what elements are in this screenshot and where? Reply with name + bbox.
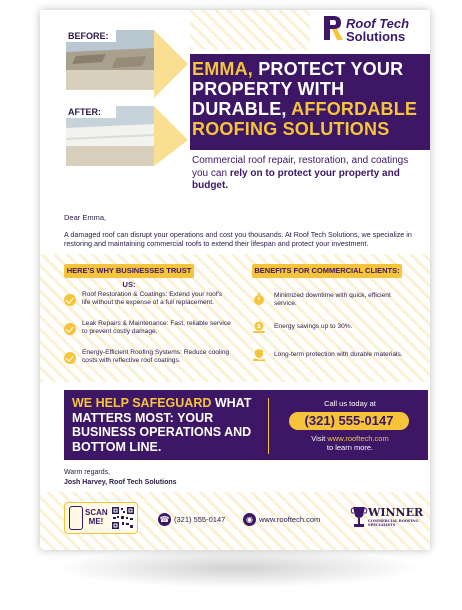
hero-intro — [192, 155, 424, 193]
dollar-coin-icon — [252, 320, 266, 334]
hero-line1: PROTECT YOUR — [253, 59, 404, 79]
hero-line3a: DURABLE, — [192, 99, 292, 119]
hand-shield-icon — [252, 348, 266, 362]
smartphone-icon — [69, 506, 83, 530]
before-label: BEFORE: — [66, 30, 116, 42]
scan-line2: ME! — [88, 517, 104, 526]
signoff — [64, 468, 177, 488]
intro-text: Commercial roof repair, restoration, and coatings you can — [192, 155, 409, 179]
cta-head-b: SAFEGUARD — [132, 396, 212, 410]
brand-logo — [322, 14, 426, 44]
phone-icon: ☎ — [159, 515, 170, 524]
check-icon — [64, 352, 76, 364]
hero-line4: ROOFING SOLUTIONS — [192, 119, 390, 139]
benefit-item: Minimized downtime with quick, efficient service. — [274, 292, 391, 308]
benefits-heading: BENEFITS FOR COMMERCIAL CLIENTS: — [252, 264, 402, 278]
check-icon — [64, 294, 76, 306]
trust-item: Roof Restoration & Coatings: Extend your roof's life without the expense of a full replacement. — [82, 291, 223, 307]
after-label: AFTER: — [66, 106, 116, 118]
visit-suffix: to learn more. — [326, 443, 374, 452]
visit-prefix: Visit — [311, 434, 328, 443]
footer-website-link[interactable]: www.rooftech.com — [259, 515, 321, 524]
call-label: Call us today at — [324, 399, 376, 408]
check-icon — [64, 323, 76, 335]
cta-head-a: WE HELP — [72, 396, 133, 410]
regards-text: Warm regards, — [64, 469, 111, 476]
trophy-icon — [350, 504, 368, 530]
svg-text:$: $ — [256, 323, 262, 331]
letter-greeting: Dear Emma, — [64, 213, 107, 222]
scan-me-text — [85, 508, 107, 526]
letter-body: A damaged roof can disrupt your operations and cost you thousands. At Roof Tech Solutions, we specialize in restoring and maintaining commercial roofs to extend their lifespan and protect your investment. — [64, 230, 412, 249]
benefit-item: Energy savings up to 30%. — [274, 323, 353, 330]
flyer-page — [40, 10, 430, 550]
photo-arrow-decoration — [154, 30, 190, 166]
cta-visit — [280, 434, 420, 452]
trust-heading: HERE'S WHY BUSINESSES TRUST US: — [64, 264, 194, 278]
award-subtitle: COMMERCIAL ROOFING SPECIALISTS — [368, 519, 419, 528]
hero-line3b: AFFORDABLE — [291, 99, 418, 119]
cta-divider — [268, 398, 269, 454]
scan-line1: SCAN — [85, 508, 108, 517]
qr-code-icon[interactable] — [111, 506, 135, 530]
brand-name-line2: Solutions — [346, 29, 406, 44]
stopwatch-icon — [252, 292, 266, 306]
cta-head-c: WHAT MATTERS MOST: YOUR BUSINESS OPERATIONS AND BOTTOM LINE. — [72, 396, 252, 454]
hero-name: EMMA, — [192, 59, 253, 79]
scan-me-badge[interactable] — [64, 502, 138, 534]
signer-name: Josh Harvey, Roof Tech Solutions — [64, 479, 177, 486]
globe-icon: ◉ — [243, 513, 256, 526]
brand-name-line1: Roof Tech — [346, 16, 410, 31]
hero-headline — [192, 59, 424, 139]
page-shadow — [52, 548, 422, 588]
footer-phone[interactable]: (321) 555-0147 — [174, 515, 226, 524]
intro-emphasis: rely on to protect your property and budget. — [192, 167, 400, 191]
benefit-item: Long-term protection with durable materials. — [274, 351, 403, 358]
trust-item: Leak Repairs & Maintenance: Fast, reliable service to prevent costly damage. — [82, 320, 231, 336]
hero-line2: PROPERTY WITH — [192, 79, 345, 99]
background-hatch-top — [190, 10, 310, 50]
trust-item: Energy-Efficient Roofing Systems: Reduce cooling costs with reflective roof coatings. — [82, 349, 230, 365]
winner-award-badge — [350, 502, 430, 532]
brand-logo-mark-icon — [322, 14, 344, 42]
award-title: WINNER — [368, 506, 424, 519]
cta-headline — [72, 396, 258, 454]
cta-phone-number[interactable]: (321) 555-0147 — [289, 412, 409, 430]
visit-url-link[interactable]: www.rooftech.com — [327, 434, 389, 443]
